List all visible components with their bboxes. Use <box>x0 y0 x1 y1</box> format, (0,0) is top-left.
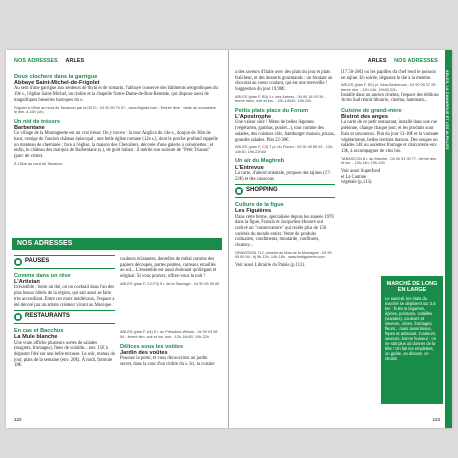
restaurants-band: RESTAURANTS <box>14 310 115 324</box>
name-barbentane: Barbentane <box>14 124 45 131</box>
left-col-1 <box>14 253 115 371</box>
market-box-title: MARCHÉ DE LONG EN LARGE <box>386 281 438 293</box>
addr-entrevue: ARLES (plan F, B2) pl. Nina-Berberova - 04 90 93 37 28 - fermé dim. - 12h-14h, 19h30-22h <box>341 83 438 92</box>
name-apostrophe: L'Apostrophe <box>235 114 272 121</box>
name-abbaye: Abbaye Saint-Michel-de-Frigolet <box>14 80 100 87</box>
body-bistrot: La carte de ce petit restaurant, installé dans une rue piétonne, change chaque jour, et les produits sont frais et savoureux. Plat du jour 13-18€ et la variante végétarienne, belles terrines maison. Des soupes ou salades 14€ ou assiettes fromage et charcuterie env. 13€, à accompagner de vins bio. <box>341 120 439 154</box>
left-top-section <box>14 70 220 166</box>
addr-mule: ARLES (plan F, A4) 5 r. du Président-Wilson - 04 90 93 98 54 - fermé dim. soir et lun. soir - 12h-14h30, 19h-22h <box>120 330 218 339</box>
see-also-librairie: Voir aussi Librairie du Palais (p.112). <box>235 263 306 269</box>
heading-figue: Culture de la figue <box>235 202 284 209</box>
body-apostrophe: Une valeur sûre ! Menu de belles légumes (végétarien, gambas, poulet...), tout comme des salades, des cuisines chic, hamburger maison, pizzas, grandes salades. Plat 22-30€. <box>235 120 335 143</box>
see-also-superfood: Voir aussi Superfood et La Cantine végétale (p.113). <box>341 168 381 186</box>
shopping-band: SHOPPING <box>235 184 335 198</box>
addr-jardin: ARLES (plan F, B3) 1 r. des Arènes - 04 90 18 93 39 - fermé merc. soir et lun. - 12h-14h30, 19h-22h <box>235 94 326 104</box>
heading-nid: Un nid de trésors <box>14 118 61 125</box>
body-jardin: Poussez la porte, et vous découvrirez un jardin secret, dans la cour d'un cloître du s. Ici, la cuisine <box>120 356 215 367</box>
body-entrevue: La carte, d'abord orientale, propose des tajines (17-22€) et des couscous <box>235 170 331 182</box>
page-number-left: 122 <box>14 417 22 422</box>
name-artistan: L'Artistan <box>14 279 40 286</box>
fork-knife-icon <box>14 313 22 321</box>
heading-clochers: Doux clochers dans la garrigue <box>14 74 98 80</box>
right-col-1 <box>235 70 335 271</box>
body-artistan-cont: couleurs éclatantes, dentelles de métal comme des papiers découpés, portes peintes, carreaux émaillés au sol... L'ensemble est aussi étonnant qu'élégant et original. Si vous pouvez, offrez-vous la nuit ! <box>120 257 217 280</box>
heading-reve: Comme dans un rêve <box>14 273 71 279</box>
nos-adresses-band: NOS ADRESSES <box>12 238 222 250</box>
left-page <box>6 50 228 428</box>
body-actes-sud: Installé dans un ancien cinéma, l'espace des éditions Actes Sud réunit librairie, cinéma, hammam... <box>341 92 439 104</box>
name-entrevue: L'Entrevue <box>235 164 264 171</box>
addr-barbentane: À 15km au nord de Tarascon <box>14 161 63 166</box>
page-number-right: 123 <box>432 417 440 422</box>
shopping-bag-icon <box>235 187 243 195</box>
body-barbentane: Ce village de la Montagnette est un vrai trésor. On y trouve : la tour Anglica du 14e s., donjon de 30m de haut, vestige de l'ancien château épiscopal ; une belle église romane (12e s.), dont le porche profond rappelle un manteau de cheminée ; face à l'église, la maison des Chevaliers, décorée d'une galerie à colonnettes ; et enfin, le château des marquis de Barbentane (s.), de goût italien : il mérite son surnom de "Petit Trianon" (parc de visite). <box>14 131 218 159</box>
left-header: NOS ADRESSES ARLES <box>14 58 85 64</box>
body-abbaye: Au sein d'une garrigue aux senteurs de thym et de romarin, l'abbaye conserve des bâtiments néogothiques du 19e s., l'église Saint-Michel, un cloître et la chapelle Notre-Dame-de-Bon-Remède, qui dispose aussi de magnifiques boiseries baroques du s. <box>14 86 218 103</box>
body-figuieres: Dans cette ferme, spécialisée depuis les années 1970 dans la figue, Francis et Jacqueline Honoré ont cultivé un "conservatoire" qui recèle plus de 150 variétés du monde entier. Vente de produits culinaires, condiments, moutarde, confitures, chutney... <box>235 214 334 249</box>
left-col-2 <box>120 257 220 369</box>
right-header: ARLES NOS ADRESSES <box>367 58 438 64</box>
heading-voutes: Délices sous les voûtes <box>120 343 184 350</box>
right-page <box>229 50 452 428</box>
addr-artistan: ARLES (plan F, C2-F3) 5 r. de la Sauvage - 04 90 95 05 89 <box>120 281 220 286</box>
heading-grand-mere: Cuisine de grand-mère <box>341 108 402 114</box>
market-box <box>381 276 443 404</box>
pauses-band: PAUSES <box>14 255 115 269</box>
body-mule: Une vraie affiche plusieurs sortes de salades (magrets, fromages), fines de volaille... env. 15€ à déguster l'été sur une belle terrasse. Le soir, menus du jour, plats de la semaine (env. 20€). À midi, formule 18€. <box>14 340 116 369</box>
body-artistan: Irrésistible : boire un thé, ou un cocktail dans l'un des plus beaux hôtels de la région, qui sait aussi se faire très accueillant. Entre ces murs médiévaux, l'espace a été décoré par un artiste créateur vivant au Mexique : <box>14 285 115 308</box>
heading-bacchus: En cas et Bacchus <box>14 328 64 335</box>
heading-maghreb: Un air du Maghreb <box>235 158 285 165</box>
addr-abbaye: Frigolet à 15km au nord de Tarascon par la D970 - 04 90 95 70 07 - www.frigolet.com - Entrée libre : visite du monastère le dim. à 15h (1h). <box>14 105 217 115</box>
name-jardin: Jardin des voûtes <box>120 349 168 356</box>
cup-icon <box>14 258 22 266</box>
addr-figuieres: GRAVESON 712, chemin du Mas de la Montagne - 04 90 95 80 94 - tlj 9h-12h, 14h-18h - www.lesfiguieres.com <box>235 250 332 260</box>
name-bistrot: Bistrot des anges <box>341 114 388 121</box>
market-box-body: Le samedi, les étals du marché se déploient sur 2,5 km : fruits et légumes, épices, poissons, volailles (viandes), couleurs et saveurs, olives, fromages, fleurs... mais aussi tissus, fripes et artisanat. Couleurs, saveurs, bonne humeur : on ne sait plus où donner de la tête ! On fait les emplettes, on goûte, on discute, on choisit. <box>385 296 437 361</box>
name-mule: La Mule blanche <box>14 334 58 341</box>
addr-bistrot: TARASCON 8 r. du Marché - 04 90 91 05 77 - fermé dim. et lun. - 12h-14h, 19h-22h <box>341 156 438 166</box>
name-figuieres: Les Figuières <box>235 208 272 215</box>
chapter-side-tab: ARLES, LA CAMARGUE ET LES ALPILLES <box>445 50 452 428</box>
addr-apostrophe: ARLES (plan F, C3) 7 pl. du Forum - 04 90 49 89 00 - 12h-14h30, 19h-22h30 <box>235 145 334 154</box>
body-entrevue-cont: (17,50-26€) ou les papilles du chef rend le poisson en tajine. En soirée, dégustez le thé à la menthe. <box>341 70 436 81</box>
body-jardin-cont: a des saveurs d'Italie avec des plats du jour et plats fraîcheur, et des desserts gourmands : un fondant au chocolat au coeur coulant, qui est une merveille ! Suggestion du jour 19,90€. <box>235 70 333 93</box>
right-col-2 <box>341 70 441 188</box>
heading-forum: Petits plats place du Forum <box>235 108 309 114</box>
